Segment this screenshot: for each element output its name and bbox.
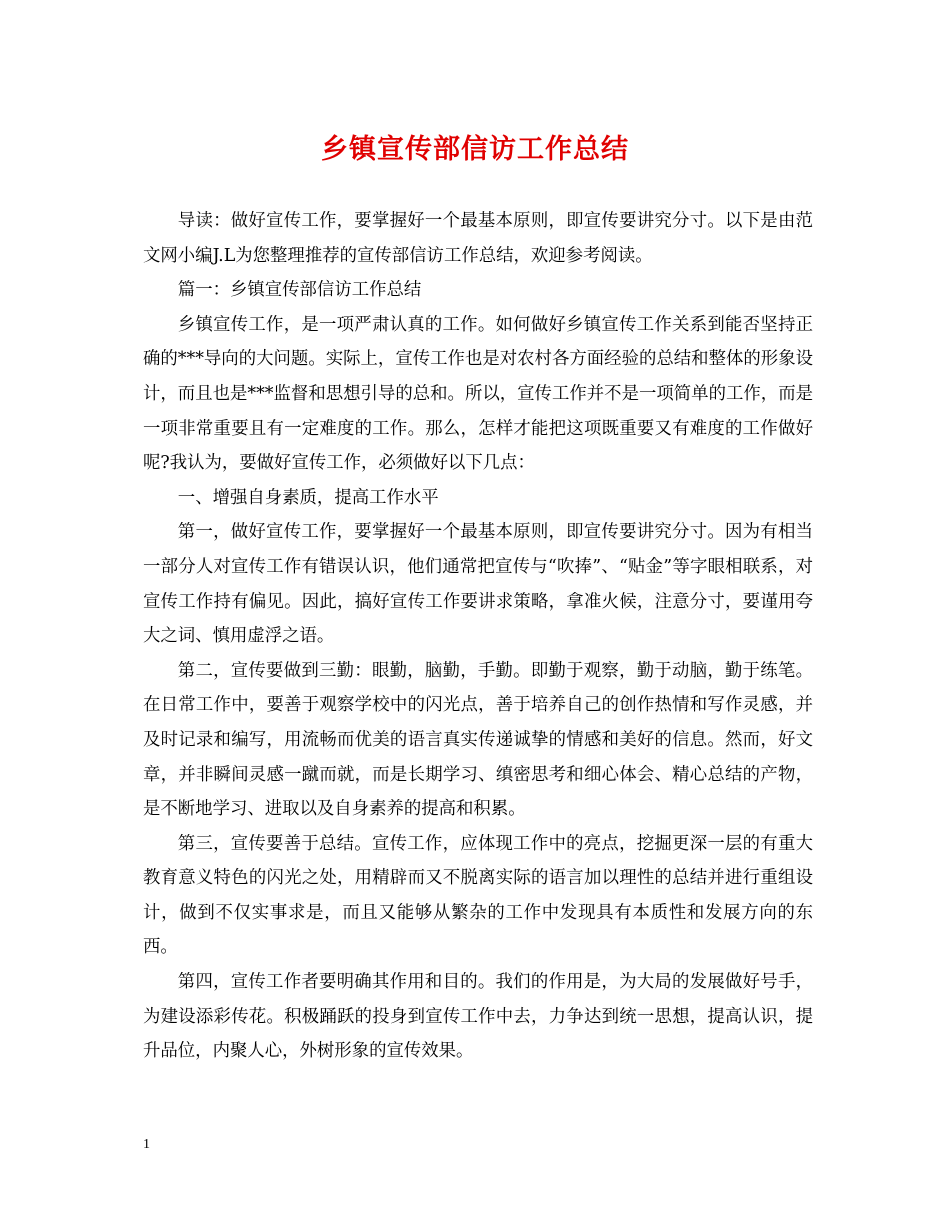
body-paragraph: 第三，宣传要善于总结。宣传工作，应体现工作中的亮点，挖掘更深一层的有重大教育意义特色的闪光之处，用精辟而又不脱离实际的语言加以理性的总结并进行重组设计，做到不仅实事求是，而且又能够从繁杂的工作中发现具有本质性和发展方向的东西。	[143, 833, 813, 958]
section-heading-part-one: 篇一：乡镇宣传部信访工作总结	[177, 280, 422, 301]
document-body	[143, 204, 813, 1069]
body-paragraph: 乡镇宣传工作，是一项严肃认真的工作。如何做好乡镇宣传工作关系到能否坚持正确的***导向的大问题。实际上，宣传工作也是对农村各方面经验的总结和整体的形象设计，而且也是***监督和思想引导的总和。所以，宣传工作并不是一项简单的工作，而是一项非常重要且有一定难度的工作。那么，怎样才能把这项既重要又有难度的工作做好呢?我认为，要做好宣传工作，必须做好以下几点：	[143, 314, 813, 474]
body-paragraph: 第二，宣传要做到三勤：眼勤，脑勤，手勤。即勤于观察，勤于动脑，勤于练笔。在日常工作中，要善于观察学校中的闪光点，善于培养自己的创作热情和写作灵感，并及时记录和编写，用流畅而优美的语言真实传递诚挚的情感和美好的信息。然而，好文章，并非瞬间灵感一蹴而就，而是长期学习、缜密思考和细心体会、精心总结的产物，是不断地学习、进取以及自身素养的提高和积累。	[143, 660, 813, 820]
section-heading-one: 一、增强自身素质，提高工作水平	[177, 487, 439, 508]
body-paragraph: 第一，做好宣传工作，要掌握好一个最基本原则，即宣传要讲究分寸。因为有相当一部分人对宣传工作有错误认识，他们通常把宣传与“吹捧”、“贴金”等字眼相联系，对宣传工作持有偏见。因此，搞好宣传工作要讲求策略，拿准火候，注意分寸，要谨用夸大之词、慎用虚浮之语。	[143, 522, 813, 647]
document-title: 乡镇宣传部信访工作总结	[321, 134, 629, 165]
body-paragraph: 第四，宣传工作者要明确其作用和目的。我们的作用是，为大局的发展做好号手，为建设添彩传花。积极踊跃的投身到宣传工作中去，力争达到统一思想，提高认识，提升品位，内聚人心，外树形象的宣传效果。	[143, 972, 813, 1062]
page-number: 1	[143, 1137, 150, 1152]
intro-paragraph: 导读：做好宣传工作，要掌握好一个最基本原则，即宣传要讲究分寸。以下是由范文网小编J.L为您整理推荐的宣传部信访工作总结，欢迎参考阅读。	[143, 211, 813, 266]
